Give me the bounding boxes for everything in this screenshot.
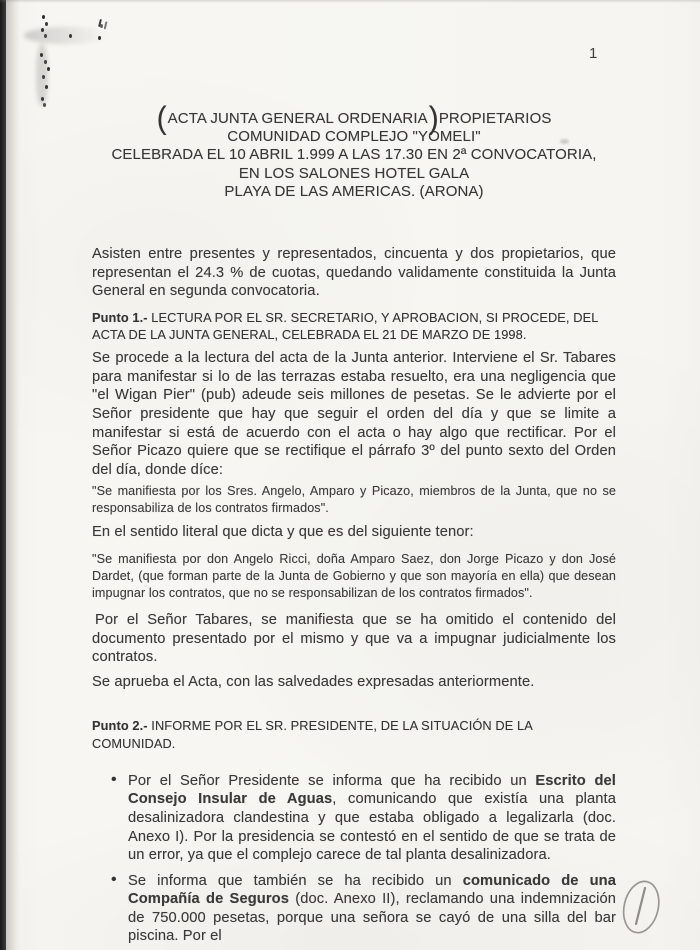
bullet-item-compania-seguros <box>92 872 616 946</box>
quoted-paragraph-1: "Se manifiesta por los Sres. Angelo, Amparo y Picazo, miembros de la Junta, que no se responsabiliza de los contratos firmados". <box>92 484 616 516</box>
punto-1-text: LECTURA POR EL SR. SECRETARIO, Y APROBACION, SI PROCEDE, DEL ACTA DE LA JUNTA GENERAL, CELEBRADA EL 21 DE MARZO DE 1998. <box>92 309 598 342</box>
quoted-paragraph-2: "Se manifiesta por don Angelo Ricci, doña Amparo Saez, don Jorge Picazo y don José Dardet, (que forman parte de la Junta de Gobierno y que son mayoría en ella) que desean impugnar los contratos, que no se responsabilizan de los contratos firmados". <box>92 551 616 600</box>
title-line-5: PLAYA DE LAS AMERICAS. (ARONA) <box>224 182 484 200</box>
paragraph-lectura-acta: Se procede a la lectura del acta de la Junta anterior. Interviene el Sr. Tabares para manifestar si lo de las terrazas estaba resuelto, era una negligencia que "el Wigan Pier" (pub) adeude seis millones de pesetas. Se le advierte por el Señor presidente que hay que seguir el orden del día y que se limite a manifestar si está de acuerdo con el acta o hay algo que rectificar. Por el Señor Picazo quiere que se rectifique el párrafo 3º del punto sexto del Orden del día, donde díce: <box>92 350 616 478</box>
paragraph-punto-1 <box>92 309 616 343</box>
scan-edge-gradient <box>6 0 20 950</box>
title-line-3: CELEBRADA EL 10 ABRIL 1.999 A LAS 17.30 EN 2ª CONVOCATORIA, <box>111 146 597 164</box>
bullet-2-bold: comunicado de una Compañía de Seguros <box>128 872 616 908</box>
bullet-1-pre: Por el Señor Presidente se informa que ha recibido un <box>128 772 536 789</box>
punto-1-label: Punto 1.- <box>92 309 148 325</box>
paragraph-tabares: Por el Señor Tabares, se manifiesta que se ha omitido el contenido del documento presentado por el mismo y que va a impugnar judicialmente los contratos. <box>92 611 616 666</box>
bullet-list <box>92 772 616 946</box>
punto-2-text: INFORME POR EL SR. PRESIDENTE, DE LA SITUACIÓN DE LA COMUNIDAD. <box>92 718 533 751</box>
paragraph-attendance: Asisten entre presentes y representados, cincuenta y dos propietarios, que representan el 24.3 % de cuotas, quedando validamente constituida la Junta General en segunda convocatoria. <box>92 246 616 300</box>
paragraph-aprobacion-acta: Se aprueba el Acta, con las salvedades expresadas anteriormente. <box>92 673 535 690</box>
document-content <box>92 0 616 946</box>
bullet-item-consejo-aguas <box>92 772 616 865</box>
bullet-2-pre: Se informa que también se ha recibido un <box>128 872 463 889</box>
paragraph-punto-2 <box>92 717 616 751</box>
bullet-1-post: , comunicando que existía una planta desalinizadora clandestina y que estaba obligado a legalizarla (doc. Anexo I). Por la presidencia se contestó en el sentido de que se trata de un error, ya que el complejo carece de tal planta desalinizadora. <box>128 791 616 864</box>
title-line-1-main: ACTA JUNTA GENERAL ORDENARIA <box>167 110 428 127</box>
document-title <box>92 101 616 201</box>
bullet-2-post: (doc. Anexo II), reclamando una indemnización de 750.000 pesetas, porque una señora se cayó de una silla del bar piscina. Por el <box>128 891 616 945</box>
title-line-1-suffix: PROPIETARIOS <box>438 110 552 127</box>
title-line-4: EN LOS SALONES HOTEL GALA <box>238 164 470 182</box>
page-number: 1 <box>589 45 598 62</box>
bullet-1-bold: Escrito del Consejo Insular de Aguas <box>128 772 616 808</box>
handwritten-circled-1 <box>615 874 667 942</box>
title-line-2: COMUNIDAD COMPLEJO "YOMELI" <box>227 128 481 146</box>
paragraph-sentido-literal: En el sentido literal que dicta y que es del siguiente tenor: <box>92 524 474 541</box>
ink-speck-marks <box>42 15 45 19</box>
staple-smudge-mark <box>36 44 48 106</box>
punto-2-label: Punto 2.- <box>92 718 148 734</box>
title-line-1: (ACTA JUNTA GENERAL ORDENARIA)PROPIETARIOS <box>156 101 552 136</box>
